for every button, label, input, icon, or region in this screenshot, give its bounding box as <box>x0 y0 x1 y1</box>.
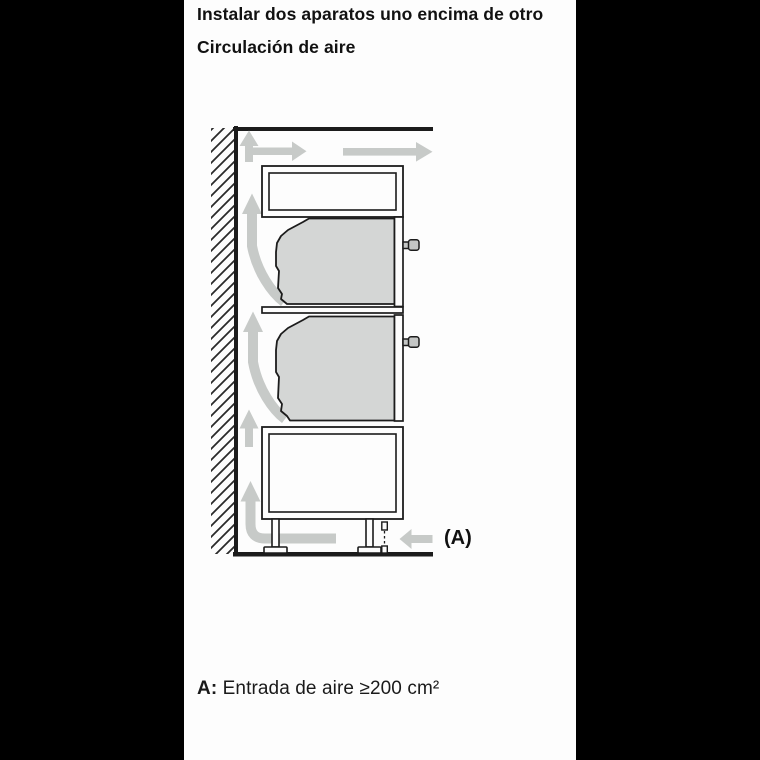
air-inlet-label: (A) <box>444 527 472 549</box>
caption-term: A: <box>197 678 218 699</box>
lower-oven <box>276 315 419 421</box>
air-inlet-arrow <box>400 529 433 549</box>
wall-line <box>234 126 238 556</box>
wall-hatch <box>211 128 235 554</box>
divider-shelf <box>262 307 403 313</box>
installation-diagram <box>184 100 576 560</box>
caption-text: Entrada de aire ≥200 cm² <box>222 678 440 699</box>
lower-oven-knob <box>403 337 419 347</box>
floor-line <box>233 552 433 557</box>
lower-oven-body <box>276 317 395 421</box>
upper-oven-front-edge <box>395 217 404 307</box>
page-title: Instalar dos aparatos uno encima de otro <box>197 4 544 24</box>
base-cabinet <box>262 427 403 519</box>
air-inlet-marker <box>382 522 388 553</box>
airflow-short-up-arrow <box>240 410 259 448</box>
top-compartment <box>262 166 403 217</box>
airflow-right-arrow <box>343 142 433 162</box>
section-title: Circulación de aire <box>197 37 356 57</box>
caption <box>197 678 439 700</box>
airflow-up-right-arrow <box>240 131 307 163</box>
lower-oven-front-edge <box>395 315 404 421</box>
upper-oven <box>276 217 419 307</box>
upper-oven-body <box>276 219 395 305</box>
left-foot <box>264 547 287 553</box>
right-foot <box>358 547 381 553</box>
left-leg <box>272 519 279 547</box>
manual-page <box>184 0 576 760</box>
ceiling-line <box>233 127 433 131</box>
upper-oven-knob <box>403 240 419 250</box>
right-leg <box>366 519 373 547</box>
